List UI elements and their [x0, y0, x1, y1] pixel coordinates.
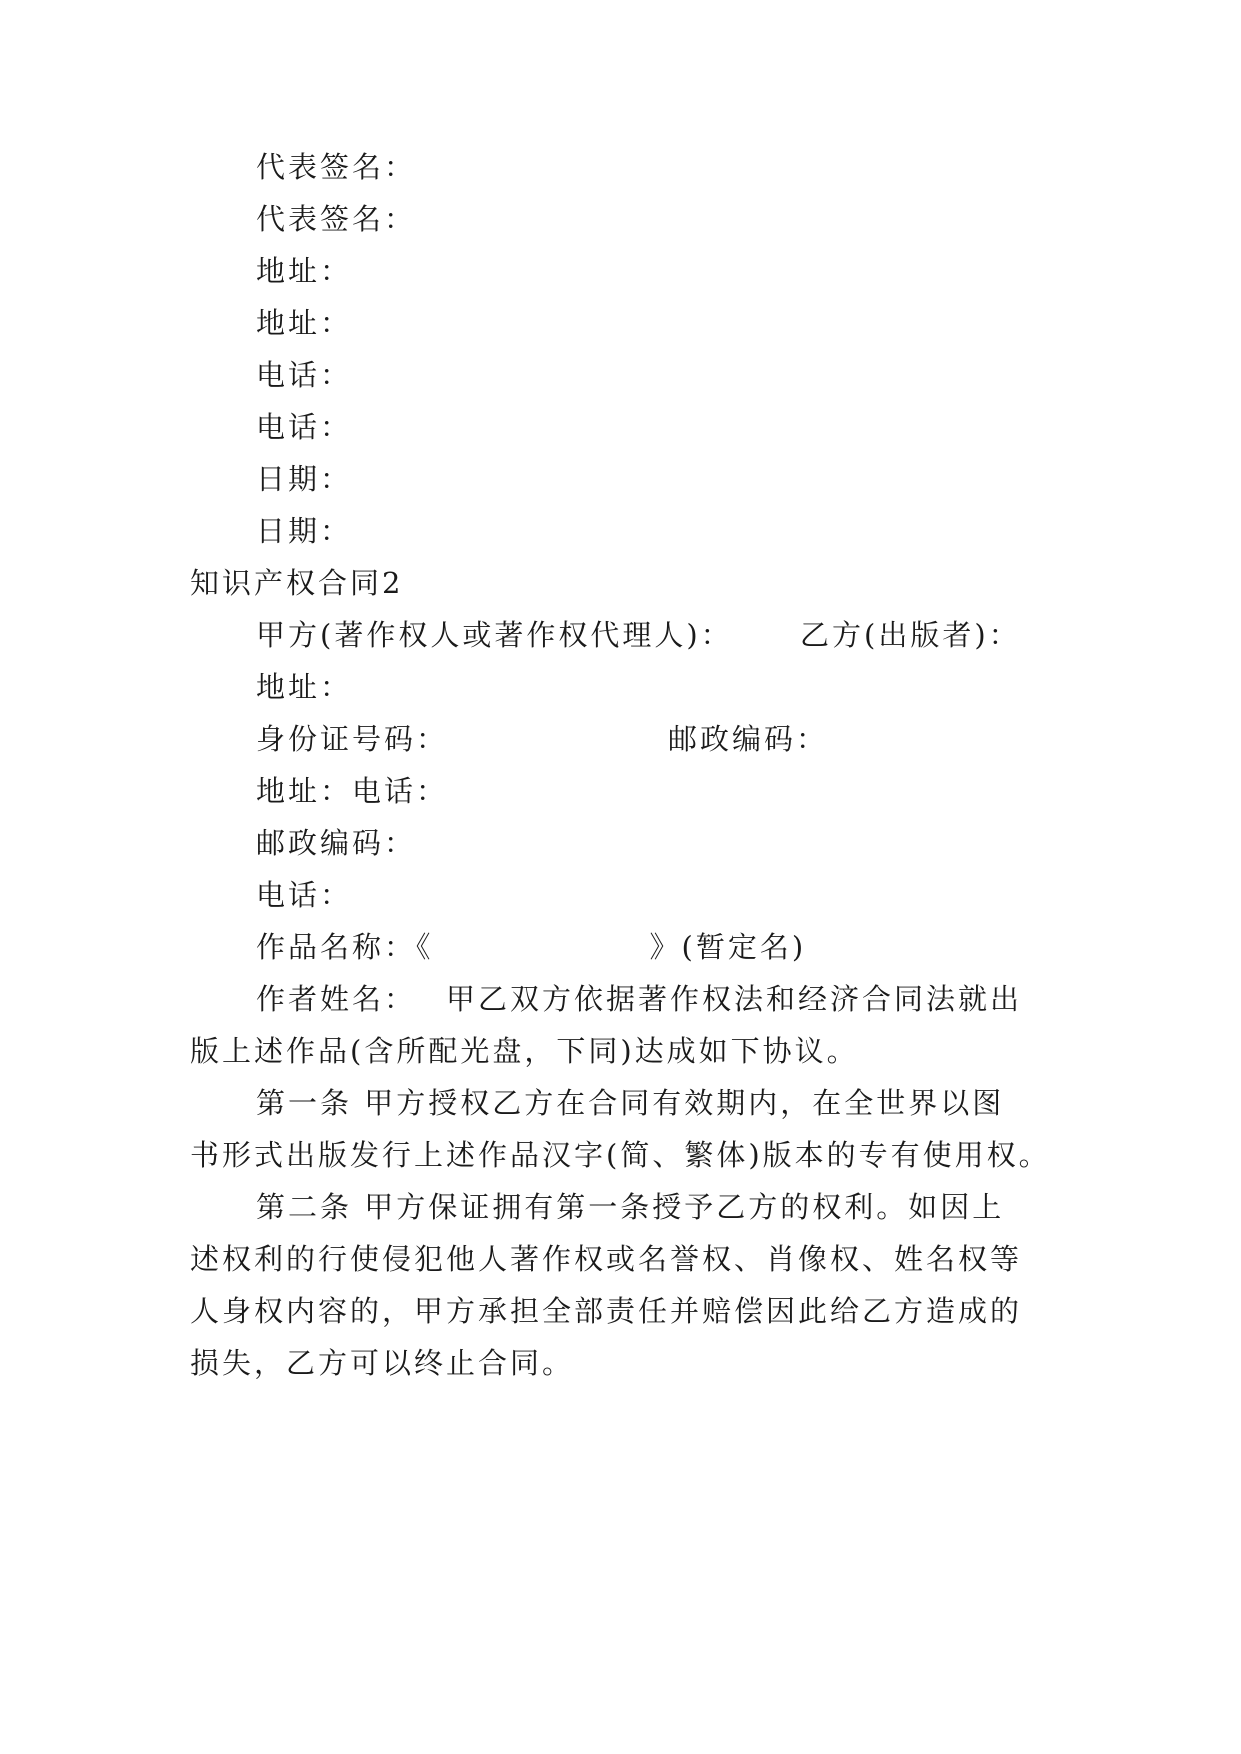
intro-line-2: 版上述作品(含所配光盘，下同)达成如下协议。: [190, 1034, 859, 1068]
postal-code-label-right: 邮政编码：: [668, 722, 829, 756]
contract-title: 知识产权合同2: [190, 566, 404, 600]
article-2-line-3: 人身权内容的，甲方承担全部责任并赔偿因此给乙方造成的: [190, 1294, 1023, 1328]
article-1-line-2: 书形式出版发行上述作品汉字(简、繁体)版本的专有使用权。: [190, 1138, 1051, 1172]
article-2-line-1: 第二条 甲方保证拥有第一条授予乙方的权利。如因上: [256, 1190, 1005, 1224]
id-number-label: 身份证号码：: [256, 722, 449, 756]
phone-label-1: 电话：: [256, 358, 353, 392]
work-title-suffix: 》(暂定名): [649, 930, 807, 964]
party-a-label: 甲方(著作权人或著作权代理人)：: [256, 618, 733, 652]
address-phone-label: 地址：电话：: [256, 774, 449, 808]
work-title-prefix: 作品名称：《: [256, 930, 434, 964]
work-title-line: [256, 918, 806, 976]
article-2-line-4: 损失，乙方可以终止合同。: [190, 1346, 575, 1380]
rep-sign-label-1: 代表签名：: [256, 150, 417, 184]
author-intro-line: [256, 970, 1022, 1028]
party-address-label: 地址：: [256, 670, 353, 704]
article-2-line-2: 述权利的行使侵犯他人著作权或名誉权、肖像权、姓名权等: [190, 1242, 1023, 1276]
phone-label-2: 电话：: [256, 410, 353, 444]
phone-label: 电话：: [256, 878, 353, 912]
date-label-2: 日期：: [256, 514, 353, 548]
address-label-1: 地址：: [256, 254, 353, 288]
author-label: 作者姓名：: [256, 982, 417, 1016]
rep-sign-label-2: 代表签名：: [256, 202, 417, 236]
party-b-label: 乙方(出版者)：: [800, 618, 1021, 652]
address-label-2: 地址：: [256, 306, 353, 340]
intro-line-1: 甲乙双方依据著作权法和经济合同法就出: [446, 982, 1023, 1016]
article-1-line-1: 第一条 甲方授权乙方在合同有效期内，在全世界以图: [256, 1086, 1005, 1120]
postal-code-label: 邮政编码：: [256, 826, 417, 860]
date-label-1: 日期：: [256, 462, 353, 496]
